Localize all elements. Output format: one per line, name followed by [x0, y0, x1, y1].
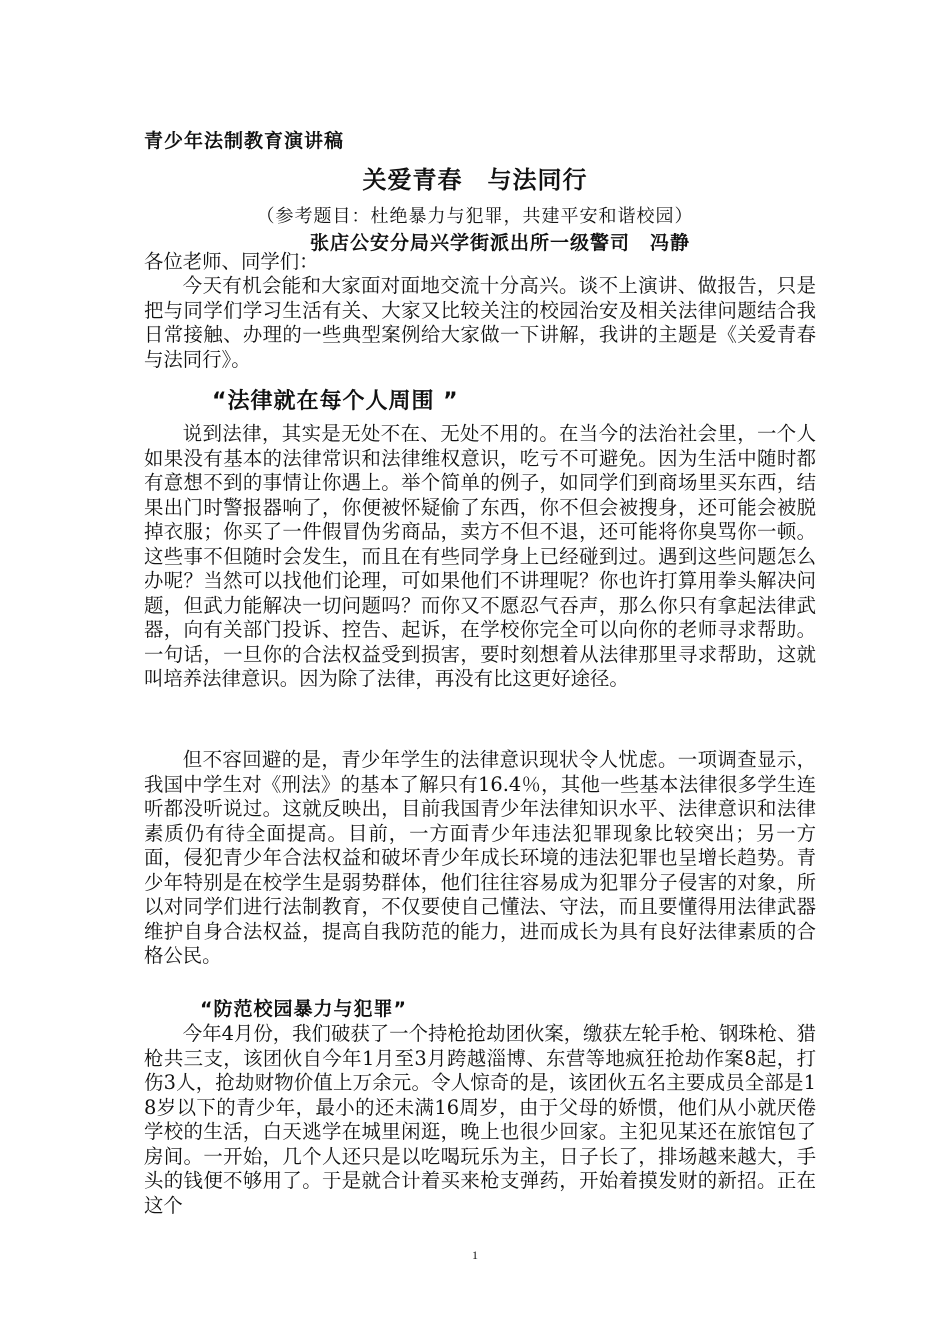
greeting: 各位老师、同学们： [144, 250, 319, 273]
page-number: 1 [472, 1248, 478, 1262]
section-heading-prevent-violence: “防范校园暴力与犯罪” [200, 998, 407, 1020]
section1-paragraph-2: 但不容回避的是，青少年学生的法律意识现状令人忧虑。一项调查显示，我国中学生对《刑法》的基本了解只有16.4％，其他一些基本法律很多学生连听都没听说过。这就反映出，目前我国青少年法律知识水平、法律意识和法律素质仍有待全面提高。目前，一方面青少年违法犯罪现象比较突出；另一方面，侵犯青少年合法权益和破坏青少年成长环境的违法犯罪也呈增长趋势。青少年特别是在校学生是弱势群体，他们往往容易成为犯罪分子侵害的对象，所以对同学们进行法制教育，不仅要使自己懂法、守法，而且要懂得用法律武器维护自身合法权益，提高自我防范的能力，进而成长为具有良好法律素质的合格公民。 [144, 748, 816, 967]
speech-title: 关爱青春 与法同行 [362, 166, 588, 194]
document-label: 青少年法制教育演讲稿 [144, 130, 345, 152]
speech-subtitle: （参考题目：杜绝暴力与犯罪，共建平安和谐校园） [256, 206, 694, 227]
section2-paragraph-1: 今年4月份，我们破获了一个持枪抢劫团伙案，缴获左轮手枪、钢珠枪、猎枪共三支，该团伙自今年1月至3月跨越淄博、东营等地疯狂抢劫作案8起，打伤3人，抢劫财物价值上万余元。令人惊奇的是，该团伙五名主要成员全部是18岁以下的青少年，最小的还未满16周岁，由于父母的娇惯，他们从小就厌倦学校的生活，白天逃学在城里闲逛，晚上也很少回家。主犯见某还在旅馆包了房间。一开始，几个人还只是以吃喝玩乐为主，日子长了，排场越来越大，手头的钱便不够用了。于是就合计着买来枪支弹药，开始着摸发财的新招。正在这个 [144, 1022, 816, 1217]
author-line: 张店公安分局兴学街派出所一级警司 冯静 [310, 232, 691, 254]
section1-paragraph-1: 说到法律，其实是无处不在、无处不用的。在当今的法治社会里，一个人如果没有基本的法律常识和法律维权意识，吃亏不可避免。因为生活中随时都有意想不到的事情让你遇上。举个简单的例子，如同学们到商场里买东西，结果出门时警报器响了，你便被怀疑偷了东西，你不但会被搜身，还可能会被脱掉衣服；你买了一件假冒伪劣商品，卖方不但不退，还可能将你臭骂你一顿。这些事不但随时会发生，而且在有些同学身上已经碰到过。遇到这些问题怎么办呢？当然可以找他们论理，可如果他们不讲理呢？你也许打算用拳头解决问题，但武力能解决一切问题吗？而你又不愿忍气吞声，那么你只有拿起法律武器，向有关部门投诉、控告、起诉，在学校你完全可以向你的老师寻求帮助。一句话，一旦你的合法权益受到损害，要时刻想着从法律那里寻求帮助，这就叫培养法律意识。因为除了法律，再没有比这更好途径。 [144, 422, 816, 690]
section-heading-law-around-us: “法律就在每个人周围 ” [212, 389, 459, 414]
intro-paragraph: 今天有机会能和大家面对面地交流十分高兴。谈不上演讲、做报告，只是把与同学们学习生活有关、大家又比较关注的校园治安及相关法律问题结合我日常接触、办理的一些典型案例给大家做一下讲解，我讲的主题是《关爱青春 与法同行》。 [144, 274, 836, 371]
